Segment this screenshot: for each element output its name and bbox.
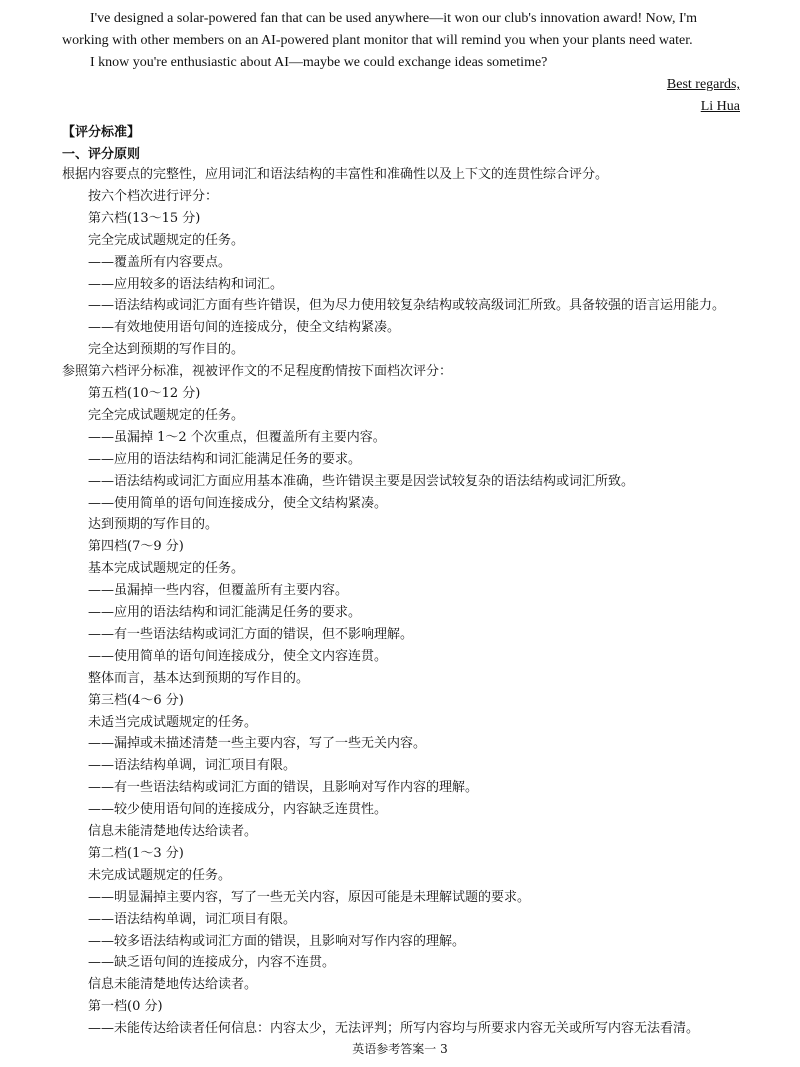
rubric-line: 第二档(1～3 分) bbox=[88, 845, 184, 861]
rubric-line: ——漏掉或未描述清楚一些主要内容，写了一些无关内容。 bbox=[88, 736, 427, 752]
rubric-line: ——有效地使用语句间的连接成分，使全文结构紧凑。 bbox=[88, 320, 401, 336]
rubric-heading: 【评分标准】 bbox=[62, 125, 141, 140]
letter-signature: Li Hua bbox=[700, 99, 740, 114]
rubric-line: 未完成试题规定的任务。 bbox=[88, 867, 232, 883]
rubric-line: 根据内容要点的完整性，应用词汇和语法结构的丰富性和准确性以及上下文的连贯性综合评分。 bbox=[62, 167, 609, 182]
rubric-line: ——应用的语法结构和词汇能满足任务的要求。 bbox=[88, 451, 362, 467]
rubric-line: ——有一些语法结构或词汇方面的错误，且影响对写作内容的理解。 bbox=[88, 780, 479, 796]
rubric-line: 第六档(13～15 分) bbox=[88, 210, 201, 226]
rubric-line: ——较多语法结构或词汇方面的错误，且影响对写作内容的理解。 bbox=[88, 933, 466, 949]
rubric-line: ——虽漏掉 1～2 个次重点，但覆盖所有主要内容。 bbox=[88, 429, 386, 445]
rubric-line: 第四档(7～9 分) bbox=[88, 539, 184, 555]
rubric-line: ——应用的语法结构和词汇能满足任务的要求。 bbox=[88, 605, 362, 620]
rubric-line: 参照第六档评分标准，视被评作文的不足程度酌情按下面档次评分： bbox=[62, 364, 453, 380]
rubric-line: 整体而言，基本达到预期的写作目的。 bbox=[88, 670, 310, 686]
rubric-line: 达到预期的写作目的。 bbox=[88, 517, 219, 533]
rubric-line: 未适当完成试题规定的任务。 bbox=[88, 714, 258, 730]
letter-closing: Best regards, bbox=[666, 77, 740, 92]
rubric-line: 完全完成试题规定的任务。 bbox=[88, 232, 245, 248]
rubric-line: ——语法结构或词汇方面有些许错误，但为尽力使用较复杂结构或较高级词汇所致。具备较强的语言运用能力。 bbox=[88, 298, 726, 314]
rubric-line: ——使用简单的语句间连接成分，使全文内容连贯。 bbox=[88, 648, 388, 664]
rubric-line: 第五档(10～12 分) bbox=[88, 386, 201, 401]
section-title-principles: 一、评分原则 bbox=[62, 147, 141, 162]
letter-paragraph-2: I know you're enthusiastic about AI—maybe we could exchange ideas sometime? bbox=[90, 55, 548, 70]
rubric-line: ——未能传达给读者任何信息：内容太少，无法评判；所写内容均与所要求内容无关或所写内容无法看清。 bbox=[88, 1021, 700, 1037]
rubric-line: ——覆盖所有内容要点。 bbox=[88, 254, 232, 270]
letter-paragraph-1: I've designed a solar-powered fan that can be used anywhere—it won our club's innovation award! Now, I'm working with other members on an AI-powered plant monitor that will remind you when your plants need water. bbox=[62, 11, 698, 48]
page-footer: 英语参考答案一 3 bbox=[352, 1042, 448, 1056]
rubric-line: 信息未能清楚地传达给读者。 bbox=[88, 824, 258, 839]
rubric-line: ——语法结构单调，词汇项目有限。 bbox=[88, 758, 297, 774]
rubric-line: 按六个档次进行评分： bbox=[88, 188, 219, 204]
rubric-line: 完全完成试题规定的任务。 bbox=[88, 407, 245, 423]
rubric-line: 完全达到预期的写作目的。 bbox=[88, 342, 245, 358]
rubric-line: ——有一些语法结构或词汇方面的错误，但不影响理解。 bbox=[88, 626, 414, 642]
rubric-line: ——缺乏语句间的连接成分，内容不连贯。 bbox=[88, 955, 336, 971]
rubric-line: 第三档(4～6 分) bbox=[88, 692, 184, 708]
rubric-line: ——明显漏掉主要内容，写了一些无关内容，原因可能是未理解试题的要求。 bbox=[88, 889, 531, 905]
rubric-line: ——语法结构单调，词汇项目有限。 bbox=[88, 911, 297, 927]
rubric-line: 基本完成试题规定的任务。 bbox=[88, 561, 245, 577]
rubric-line: 信息未能清楚地传达给读者。 bbox=[88, 977, 258, 993]
rubric-line: ——虽漏掉一些内容，但覆盖所有主要内容。 bbox=[88, 583, 349, 599]
rubric-line: 第一档(0 分) bbox=[88, 999, 163, 1015]
rubric-line: ——使用简单的语句间连接成分，使全文结构紧凑。 bbox=[88, 495, 388, 511]
rubric-line: ——较少使用语句间的连接成分，内容缺乏连贯性。 bbox=[88, 802, 388, 818]
rubric-line: ——应用较多的语法结构和词汇。 bbox=[88, 276, 284, 292]
rubric-line: ——语法结构或词汇方面应用基本准确，些许错误主要是因尝试较复杂的语法结构或词汇所致。 bbox=[88, 473, 635, 489]
